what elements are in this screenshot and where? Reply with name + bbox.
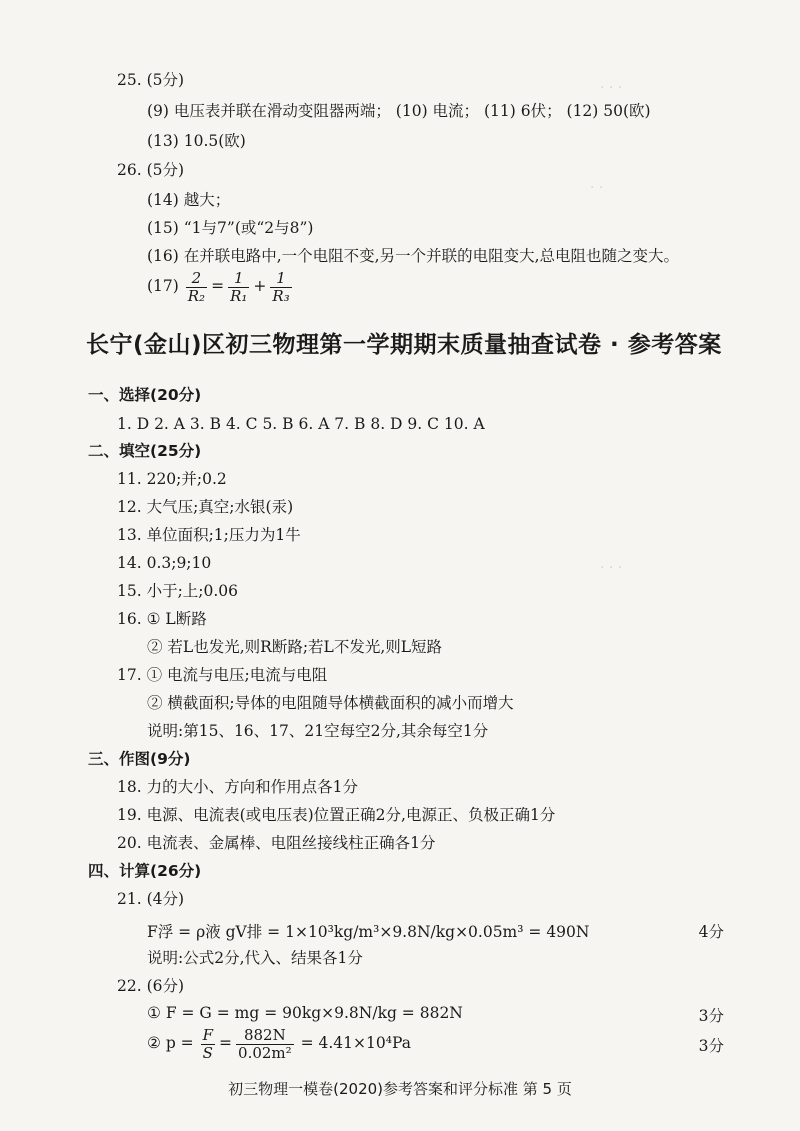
fill-item: 13. 单位面积;1;压力为1牛 xyxy=(117,526,301,544)
fill-item: ② 若L也发光,则R断路;若L不发光,则L短路 xyxy=(147,638,443,656)
fraction-f-over-s: $\frac{F}{S}$ xyxy=(202,1025,214,1062)
q26-a15: (15) “1与7”(或“2与8”) xyxy=(147,219,314,237)
drawing-item: 20. 电流表、金属棒、电阻丝接线柱正确各1分 xyxy=(117,834,436,852)
q21-head: 21. (4分) xyxy=(117,890,185,908)
q22-head: 22. (6分) xyxy=(117,977,185,995)
drawing-item: 18. 力的大小、方向和作用点各1分 xyxy=(117,778,358,796)
choice-answers: 1. D 2. A 3. B 4. C 5. B 6. A 7. B 8. D 9. C 10. A xyxy=(117,415,485,433)
section-calc-head: 四、计算(26分) xyxy=(88,862,202,880)
page-footer: 初三物理一模卷(2020)参考答案和评分标准 第 5 页 xyxy=(228,1080,572,1098)
q22-score-2: 3分 xyxy=(698,1037,724,1055)
section-choice-head: 一、选择(20分) xyxy=(88,386,202,404)
fraction-2-over-r2: $\frac{2}{\text{R₂}}$ xyxy=(187,268,206,305)
fraction-1-over-r1: $\frac{1}{\text{R₁}}$ xyxy=(230,268,248,305)
fraction-value: $\frac{882N}{\text{0.02m²}}$ xyxy=(238,1025,292,1062)
q22-score-1: 3分 xyxy=(698,1007,724,1025)
bleed-through-mark: · · · xyxy=(600,80,623,96)
q21-score: 4分 xyxy=(698,923,724,941)
bleed-through-mark: · · · xyxy=(600,560,623,576)
q25-line1: (9) 电压表并联在滑动变阻器两端； (10) 电流； (11) 6伏； (12) 50(欧) xyxy=(147,102,651,120)
fill-item: 14. 0.3;9;10 xyxy=(117,554,212,572)
q25-line2: (13) 10.5(欧) xyxy=(147,132,246,150)
q26-a14: (14) 越大； xyxy=(147,191,231,209)
fraction-1-over-r3: $\frac{1}{\text{R₃}}$ xyxy=(272,268,290,305)
fill-item: 15. 小于;上;0.06 xyxy=(117,582,239,600)
page-title: 长宁(金山)区初三物理第一学期期末质量抽查试卷 · 参考答案 xyxy=(86,332,722,358)
fill-item: 12. 大气压;真空;水银(汞) xyxy=(117,498,294,516)
q26-a16: (16) 在并联电路中,一个电阻不变,另一个并联的电阻变大,总电阻也随之变大。 xyxy=(147,247,680,265)
q22-equation-1: ① F = G = mg = 90kg×9.8N/kg = 882N xyxy=(147,1004,463,1022)
q25-head: 25. (5分) xyxy=(117,71,185,89)
q26-a17: (17) $\frac{2}{\text{R₂}}$ = $\frac{1}{\text{R₁}}$ + $\frac{1}{\text{R₃}}$ xyxy=(147,268,290,305)
fill-item: 11. 220;并;0.2 xyxy=(117,470,227,488)
bleed-through-mark: · · xyxy=(590,180,604,196)
section-fill-head: 二、填空(25分) xyxy=(88,442,202,460)
drawing-item: 19. 电源、电流表(或电压表)位置正确2分,电源正、负极正确1分 xyxy=(117,806,556,824)
a17-label: (17) xyxy=(147,277,179,295)
q26-head: 26. (5分) xyxy=(117,161,185,179)
fill-item: ② 横截面积;导体的电阻随导体横截面积的减小而增大 xyxy=(147,694,514,712)
section-drawing-head: 三、作图(9分) xyxy=(88,750,191,768)
fill-note: 说明:第15、16、17、21空每空2分,其余每空1分 xyxy=(147,722,489,740)
fill-item: 16. ① L断路 xyxy=(117,610,207,628)
q21-note: 说明:公式2分,代入、结果各1分 xyxy=(147,949,363,967)
fill-item: 17. ① 电流与电压;电流与电阻 xyxy=(117,666,328,684)
q21-equation: F浮 = ρ液 gV排 = 1×10³kg/m³×9.8N/kg×0.05m³ = 490N xyxy=(147,923,590,941)
q22-equation-2: ② p = $\frac{F}{S}$ = $\frac{882N}{\text{0.02m²}}$ = 4.41×10⁴Pa xyxy=(147,1025,411,1062)
